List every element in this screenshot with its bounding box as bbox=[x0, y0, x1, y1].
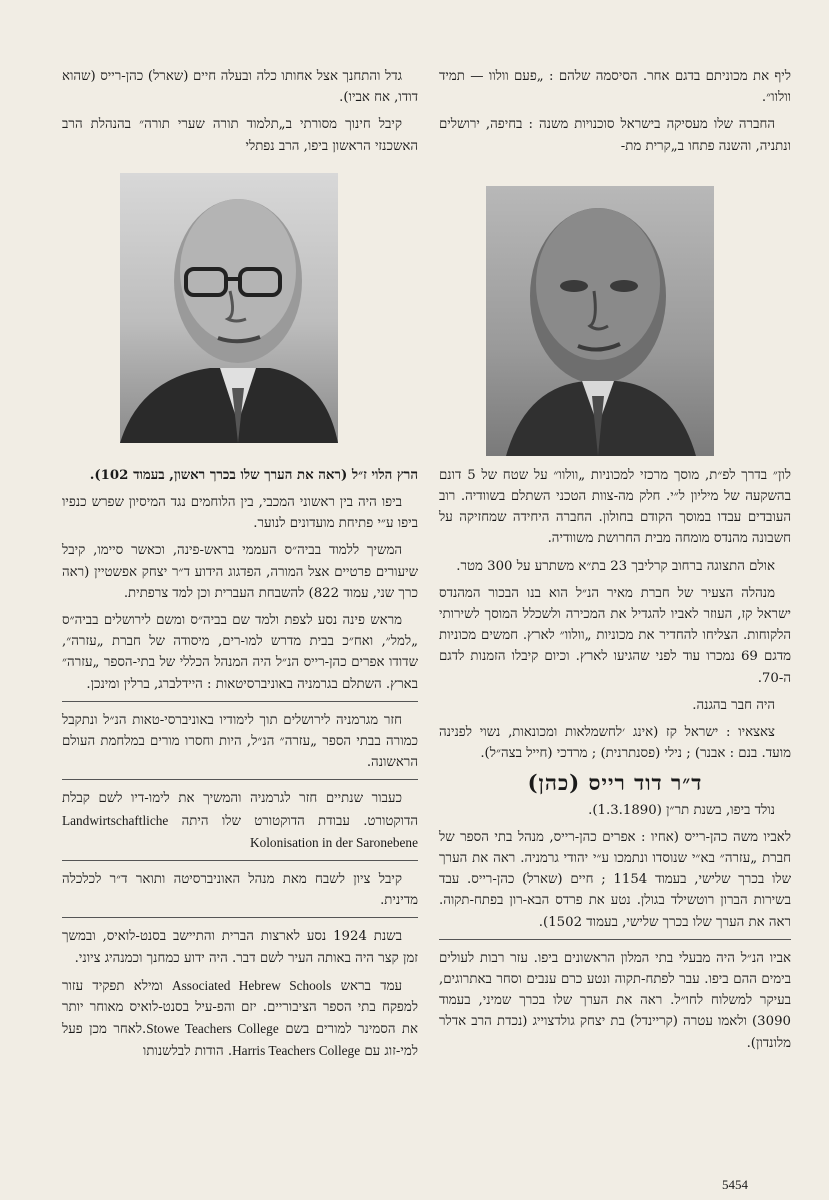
divider bbox=[62, 917, 418, 918]
portrait-illustration bbox=[486, 186, 714, 456]
paragraph: לאביו משה כהן-רייס (אחיו : אפרים כהן-רייס, מנהל בתי הספר של חברת „עזרה״ בא״י שנוסדו ונתמכו ע״י יהודי גרמניה. ראה את הערך שלו בכרך שלישי, בעמוד 1154 ; חיים (שארל) כהן-רייס. עבד בשירות הברון רוטשילד בגולן. נטע את פרדס הבא-רון בפתח-תקוה. ראה את הערך שלו בכרך שלישי, בעמוד 1502). bbox=[439, 829, 791, 930]
divider bbox=[62, 779, 418, 780]
paragraph: ביפו היה בין ראשוני המכבי, בין הלוחמים נגד המיסיון שפרש כנפיו ביפו ע״י פתיחת מועדונים לנוער. bbox=[62, 495, 418, 532]
text-fragment: ומילא תפקיד עזור למפקח בתי הספר הציבוריים. יזם והפ-עיל בסנט-לואיס מאוחר יותר את הסמינר למורים בשם bbox=[62, 978, 419, 1038]
paragraph: אולם התצוגה ברחוב קרליבך 23 בת״א משתרע על 300 מטר. bbox=[456, 558, 775, 574]
paragraph: נולד ביפו, בשנת תר״ן (1.3.1890). bbox=[588, 802, 775, 818]
paragraph: המשיך ללמוד בביה״ס העממי בראש-פינה, וכאשר סיימו, קיבל שיעורים פרטיים אצל המורה, הפדגוג הידוע ד״ר יצחק אפשטיין (ראה כרך שני, עמוד 822) להשבחת העברית וכן למד צרפתית. bbox=[62, 543, 418, 601]
college-name: Harris Teachers College bbox=[232, 1043, 361, 1059]
text-fragment: .לאחר מכן פעל למי-זוג עם bbox=[62, 1022, 418, 1060]
dissertation-title: Landwirtschaftliche Kolonisation in der Saronebene bbox=[62, 812, 418, 850]
text-fragment: . הודות לבלשנותו bbox=[142, 1044, 233, 1060]
portrait-photo-right bbox=[486, 186, 714, 456]
divider bbox=[439, 939, 791, 940]
paragraph: קיבל ציון לשבח מאת מנהל האוניברסיטה ותואר ד״ר לכלכלה מדינית. bbox=[62, 872, 418, 909]
paragraph: צאצאיו : ישראל קז (אינג ׳לחשמלאות ומכונאות, נשוי לפנינה מועד. בנם : אבנר) ; נילי (פסנתרנית) ; מרדכי (חייל בצה״ל). bbox=[439, 725, 791, 762]
paragraph: קיבל חינוך מסורתי ב„תלמוד תורה שערי תורה״ בהנהלת הרב האשכנזי הראשון ביפו, הרב נפתלי bbox=[62, 117, 418, 154]
paragraph: גדל והתחנך אצל אחותו כלה ובעלה חיים (שארל) כהן-רייס (שהוא דודו, אח אביו). bbox=[62, 69, 418, 106]
school-name: Associated Hebrew Schools bbox=[172, 977, 332, 993]
paragraph: ליף את מכוניתם בדגם אחר. הסיסמה שלהם : „פעם וולוו — תמיד וולוו״. bbox=[439, 69, 791, 106]
paragraph: לון״ בדרך לפ״ת, מוסך מרכזי למכוניות „וולוו״ על שטח של 5 דונם בהשקעה של מיליון ל״י. חלק מה-צוות הטכני השתלם בשוודיה. רוב העובדים עבדו במוסך הקודם בחולון. החברה היחידה שמחזיקה על חשבונה מהנדס מומחה מבית החרושת משוודיה. bbox=[439, 467, 791, 547]
paragraph: מנהלה הצעיר של חברת מאיר הנ״ל הוא בנו הבכור המהנדס ישראל קז, העוזר לאביו להגדיל את המכירה ולשכלל המוסך לשירותי הלקוחות. הצליחו להחדיר את מכוניות „וולוו״ לארץ. חמשים מכוניות מדגם 69 נמכרו עוד לפני שהגיעו לארץ. וכיום קיבלו הזמנות לדגם ה-70. bbox=[439, 585, 791, 686]
college-name: Stowe Teachers College bbox=[146, 1021, 279, 1037]
text-fragment: עמד בראש bbox=[340, 978, 402, 994]
dissertation-intro: כעבור שנתיים חזר לגרמניה והמשיך את לימו-דיו לשם קבלת הדוקטורט. עבודת הדוקטורט שלו היתה bbox=[62, 791, 418, 829]
divider bbox=[62, 701, 418, 702]
paragraph bbox=[62, 975, 418, 1063]
paragraph: בשנת 1924 נסע לארצות הברית והתיישב בסנט-לואיס, ובמשך זמן קצר היה באותה העיר לשם דבר. היה ידוע כמחנך וכמנהיג ציוני. bbox=[62, 929, 418, 966]
paragraph: מראש פינה נסע לצפת ולמד שם בביה״ס ומשם לירושלים בביה״ס „למל״, ואח״כ בבית מדרש למו-רים, מיסודה של חברת „עזרה״, שדודו אפרים כהן-רייס הנ״ל היה המנהל הכללי של בתי-הספר „עזרה״ בארץ. השתלם בגרמניה באוניברסיטאות : היידלברג, ברלין ומינכן. bbox=[62, 613, 418, 692]
entry-heading: ד״ר דוד רייס (כהן) bbox=[527, 770, 703, 796]
paragraph: החברה שלו מעסיקה בישראל סוכנויות משנה : בחיפה, ירושלים ונתניה, והשנה פתחו ב„קרית מת- bbox=[439, 117, 791, 154]
page-number: 5454 bbox=[722, 1177, 748, 1192]
divider bbox=[62, 860, 418, 861]
portrait-illustration bbox=[120, 173, 338, 443]
paragraph: הרץ הלוי ז״ל (ראה את הערך שלו בכרך ראשון, בעמוד 102). bbox=[89, 467, 418, 483]
portrait-photo-left bbox=[120, 173, 338, 443]
paragraph: חזר מגרמניה לירושלים תוך לימודיו באוניברסי-טאות הנ״ל ונתקבל כמורה בבתי הספר „עזרה״ הנ״ל, היות וחסרו מורים במלחמת העולם הראשונה. bbox=[62, 712, 418, 771]
paragraph: אביו הנ״ל היה מבעלי בתי המלון הראשונים ביפו. עזר רבות לעולים בימים ההם ביפו. עבר לפתח-תקוה ונטע כרם ענבים וסחר באתרוגים, בעיקר למשלוח לחו״ל. ראה את הערך שלו בכרך שמיני, בעמוד 3090) ולאמו עטרה (קריינדל) בת יצחק גולדצוייג (נכדת הרב אדלר מלונדון). bbox=[439, 950, 791, 1051]
paragraph bbox=[62, 788, 418, 854]
paragraph: היה חבר בהגנה. bbox=[692, 697, 775, 713]
